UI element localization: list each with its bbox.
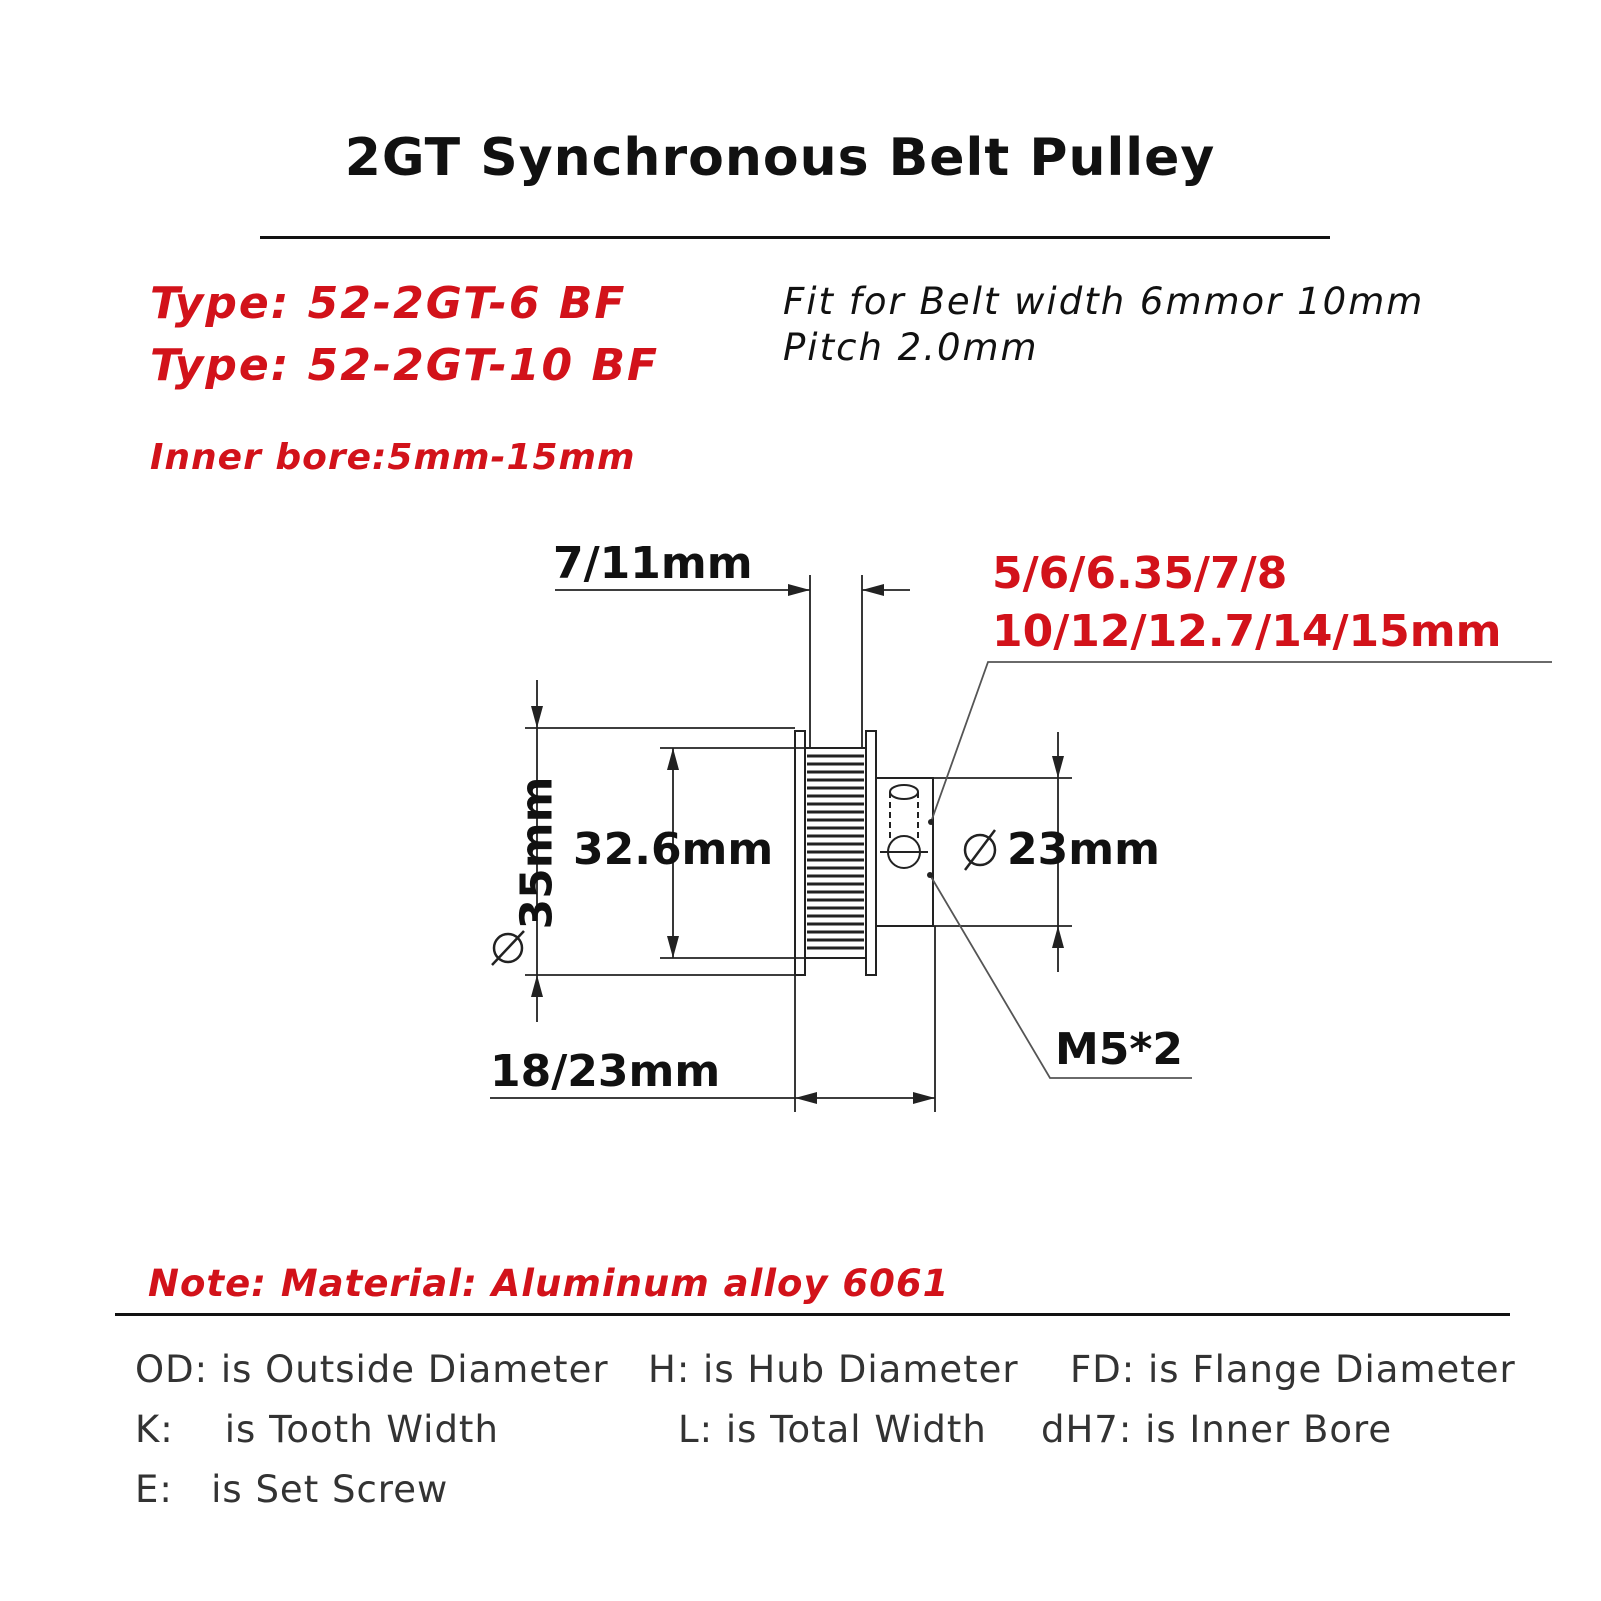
legend-h: H: is Hub Diameter [648, 1348, 1019, 1391]
page-title: 2GT Synchronous Belt Pulley [344, 128, 1216, 188]
bore-options-line2: 10/12/12.7/14/15mm [992, 606, 1502, 657]
material-note: Note: Material: Aluminum alloy 6061 [148, 1262, 950, 1305]
legend-l: L: is Total Width [678, 1408, 987, 1451]
hub-diameter-label: 23mm [1007, 824, 1160, 875]
legend-k: K: is Tooth Width [135, 1408, 499, 1451]
note-divider [115, 1313, 1510, 1316]
legend-od: OD: is Outside Diameter [135, 1348, 609, 1391]
legend-fd: FD: is Flange Diameter [1070, 1348, 1516, 1391]
set-screw-top [890, 785, 918, 799]
legend-e: E: is Set Screw [135, 1468, 449, 1511]
tooth-width-label: 7/11mm [553, 538, 753, 589]
left-flange [795, 731, 805, 975]
bore-options-line1: 5/6/6.35/7/8 [992, 548, 1288, 599]
type-6bf: Type: 52-2GT-6 BF [150, 278, 627, 329]
pulley-teeth [807, 756, 864, 948]
type-10bf: Type: 52-2GT-10 BF [150, 340, 660, 391]
total-width-label: 18/23mm [490, 1046, 721, 1097]
legend-dh7: dH7: is Inner Bore [1041, 1408, 1393, 1451]
right-flange [866, 731, 876, 975]
belt-width-fit: Fit for Belt width 6mmor 10mm [783, 280, 1425, 323]
pitch-diameter-label: 32.6mm [573, 824, 774, 875]
inner-bore-range: Inner bore:5mm-15mm [150, 437, 636, 478]
set-screw-label: M5*2 [1055, 1024, 1184, 1075]
pitch-spec: Pitch 2.0mm [783, 326, 1039, 369]
outer-diameter-label: 35mm [511, 776, 563, 930]
